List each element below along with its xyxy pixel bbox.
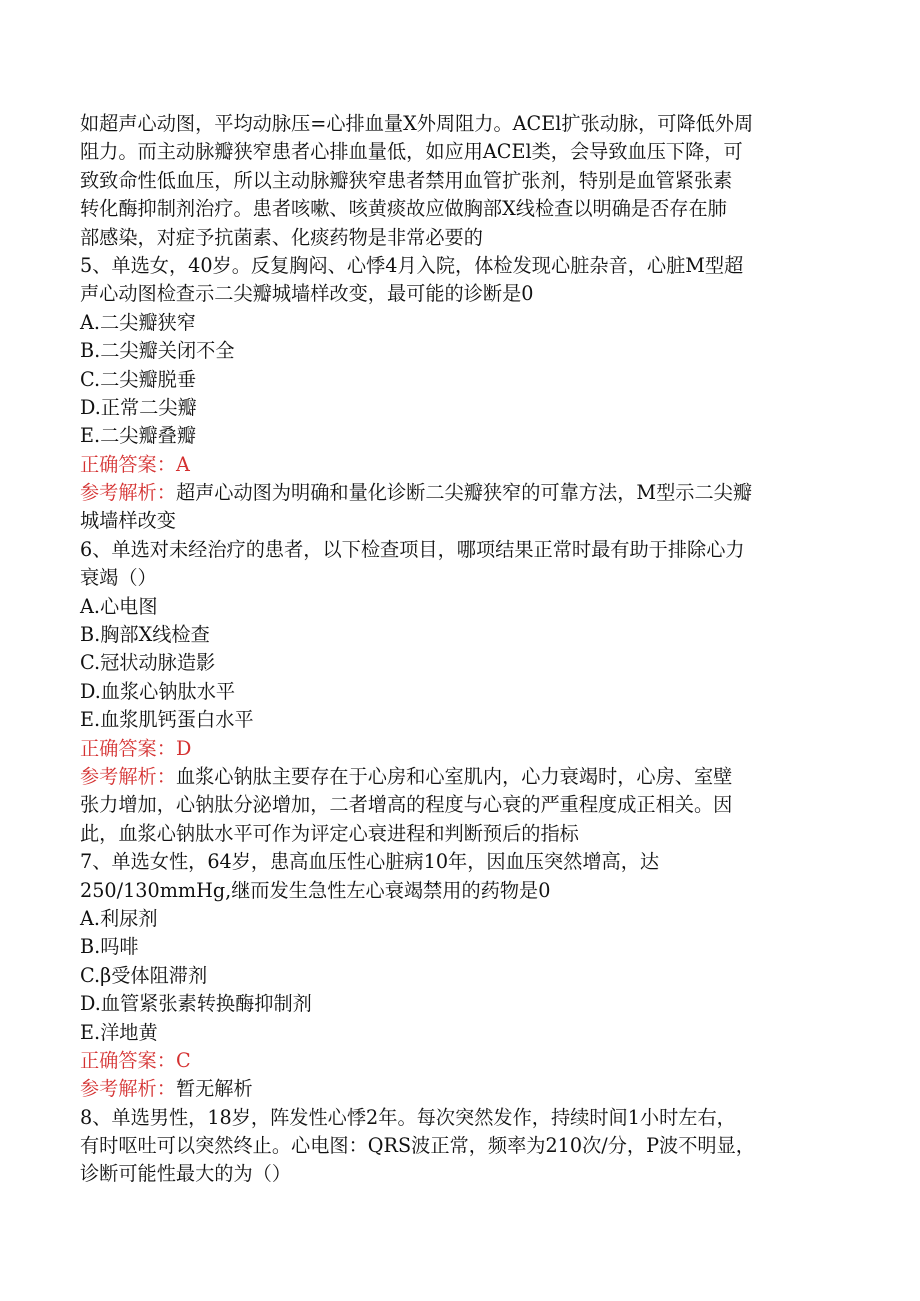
analysis-text: 张力增加，心钠肽分泌增加，二者增高的程度与心衰的严重程度成正相关。因 xyxy=(80,793,733,817)
question-text: 5、单选女，40岁。反复胸闷、心悸4月入院，体检发现心脏杂音，心脏M型超 xyxy=(80,253,744,277)
analysis xyxy=(80,763,840,791)
answer-value: A xyxy=(175,452,190,476)
option-e: E.洋地黄 xyxy=(80,1020,158,1044)
option-b: B.吗啡 xyxy=(80,935,139,959)
option-c: C.二尖瓣脱垂 xyxy=(80,367,197,391)
correct-answer xyxy=(80,1047,840,1075)
analysis-text: 此，血浆心钠肽水平可作为评定心衰进程和判断预后的指标 xyxy=(80,821,579,845)
analysis-text: 暂无解析 xyxy=(175,1077,253,1101)
option-a: A.利尿剂 xyxy=(80,906,158,930)
analysis-text: 超声心动图为明确和量化诊断二尖瓣狭窄的可靠方法，M型示二尖瓣 xyxy=(175,481,753,505)
intro-paragraph xyxy=(80,110,840,252)
option-d: D.血管紧张素转换酶抑制剂 xyxy=(80,992,312,1016)
option-c: C.冠状动脉造影 xyxy=(80,651,216,675)
question-text: 7、单选女性，64岁，患高血压性心脏病10年，因血压突然增高，达 xyxy=(80,850,660,874)
question-text: 250/130mmHg,继而发生急性左心衰竭禁用的药物是0 xyxy=(80,878,551,902)
analysis-text: 血浆心钠肽主要存在于心房和心室肌内，心力衰竭时，心房、室壁 xyxy=(175,764,733,788)
option-a: A.心电图 xyxy=(80,594,158,618)
analysis-text: 城墙样改变 xyxy=(80,509,176,533)
answer-value: D xyxy=(175,736,192,760)
intro-line: 部感染，对症予抗菌素、化痰药物是非常必要的 xyxy=(80,225,483,249)
analysis xyxy=(80,1075,840,1103)
answer-label: 正确答案： xyxy=(80,736,176,760)
correct-answer xyxy=(80,735,840,763)
question-text: 衰竭（） xyxy=(80,566,157,590)
answer-label: 正确答案： xyxy=(80,452,176,476)
answer-value: C xyxy=(175,1048,191,1072)
question-8 xyxy=(80,1104,840,1189)
analysis-label: 参考解析： xyxy=(80,764,176,788)
option-d: D.血浆心钠肽水平 xyxy=(80,679,236,703)
option-d: D.正常二尖瓣 xyxy=(80,395,197,419)
correct-answer xyxy=(80,451,840,479)
question-text: 8、单选男性，18岁，阵发性心悸2年。每次突然发作，持续时间1小时左右， xyxy=(80,1105,736,1129)
intro-line: 转化酶抑制剂治疗。患者咳嗽、咳黄痰故应做胸部X线检查以明确是否存在肺 xyxy=(80,197,727,221)
intro-line: 如超声心动图，平均动脉压=心排血量X外周阻力。ACEl扩张动脉，可降低外周 xyxy=(80,112,754,135)
option-b: B.二尖瓣关闭不全 xyxy=(80,339,235,363)
option-e: E.血浆肌钙蛋白水平 xyxy=(80,708,254,732)
question-7 xyxy=(80,848,840,1104)
analysis-label: 参考解析： xyxy=(80,481,176,505)
question-text: 6、单选对未经治疗的患者，以下检查项目，哪项结果正常时最有助于排除心力 xyxy=(80,537,745,561)
analysis-label: 参考解析： xyxy=(80,1077,176,1101)
intro-line: 阻力。而主动脉瓣狭窄患者心排血量低，如应用ACEl类，会导致血压下降，可 xyxy=(80,140,743,164)
question-6 xyxy=(80,536,840,848)
question-text: 有时呕吐可以突然终止。心电图：QRS波正常，频率为210次/分，P波不明显， xyxy=(80,1134,755,1158)
question-5 xyxy=(80,252,840,536)
question-text: 声心动图检查示二尖瓣城墙样改变，最可能的诊断是0 xyxy=(80,282,534,306)
analysis xyxy=(80,479,840,507)
intro-line: 致致命性低血压，所以主动脉瓣狭窄患者禁用血管扩张剂，特别是血管紧张素 xyxy=(80,168,733,192)
document-page xyxy=(80,110,840,1189)
question-text: 诊断可能性最大的为（） xyxy=(80,1162,292,1186)
option-b: B.胸部X线检查 xyxy=(80,623,210,647)
option-c: C.β受体阻滞剂 xyxy=(80,963,208,987)
option-a: A.二尖瓣狭窄 xyxy=(80,310,196,334)
option-e: E.二尖瓣叠瓣 xyxy=(80,424,197,448)
answer-label: 正确答案： xyxy=(80,1048,176,1072)
